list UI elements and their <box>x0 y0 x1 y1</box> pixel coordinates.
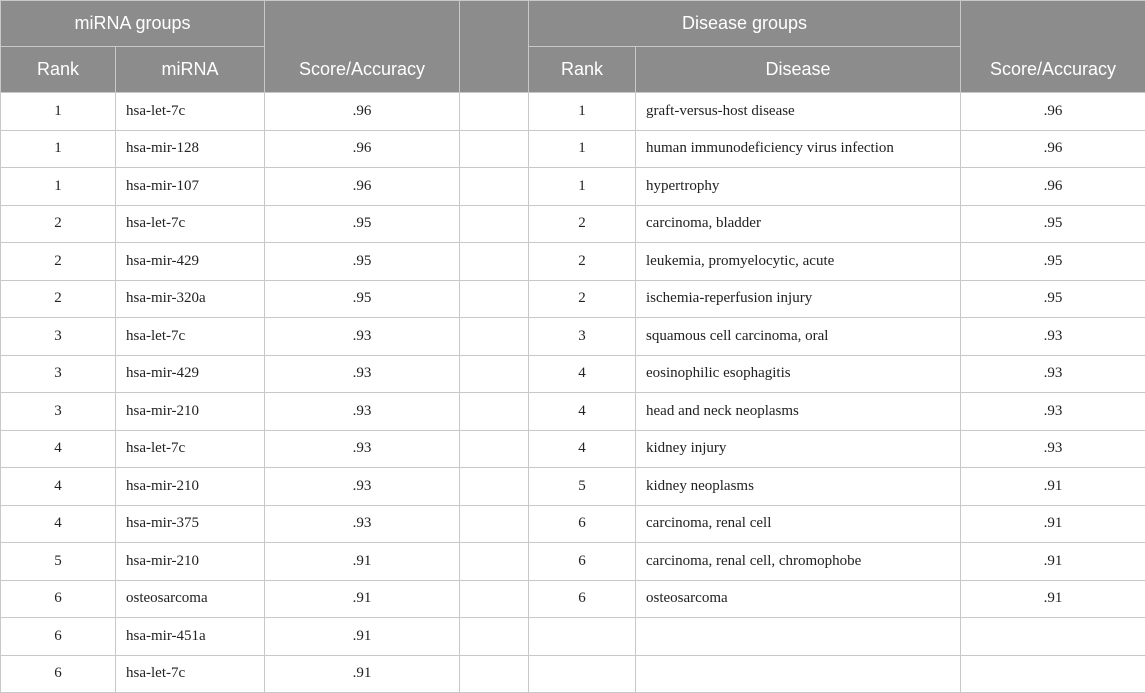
mirna-rank-cell: 6 <box>1 655 116 693</box>
disease-rank-cell: 2 <box>529 243 636 281</box>
mirna-score-cell: .91 <box>265 543 460 581</box>
table-row <box>1 543 1145 581</box>
mirna-score-cell: .95 <box>265 280 460 318</box>
mirna-score-cell: .93 <box>265 318 460 356</box>
mirna-rank-cell: 5 <box>1 543 116 581</box>
spacer-cell <box>460 655 529 693</box>
disease-name-cell: leukemia, promyelocytic, acute <box>636 243 961 281</box>
disease-name-cell: carcinoma, bladder <box>636 205 961 243</box>
spacer-cell <box>460 430 529 468</box>
disease-name-cell <box>636 618 961 656</box>
disease-score-cell: .95 <box>961 280 1145 318</box>
mirna-name-cell: hsa-mir-429 <box>116 355 265 393</box>
mirna-rank-cell: 2 <box>1 280 116 318</box>
mirna-rank-cell: 4 <box>1 468 116 506</box>
disease-score-cell: .93 <box>961 430 1145 468</box>
table-header <box>1 1 1145 93</box>
table-row <box>1 505 1145 543</box>
disease-rank-cell <box>529 655 636 693</box>
mirna-name-cell: hsa-mir-107 <box>116 168 265 206</box>
disease-score-cell: .91 <box>961 468 1145 506</box>
mirna-name-cell: osteosarcoma <box>116 580 265 618</box>
table-row <box>1 468 1145 506</box>
disease-rank-cell <box>529 618 636 656</box>
mirna-name-header: miRNA <box>116 47 265 93</box>
table-row <box>1 243 1145 281</box>
disease-name-cell: eosinophilic esophagitis <box>636 355 961 393</box>
mirna-rank-cell: 2 <box>1 205 116 243</box>
spacer-cell <box>460 393 529 431</box>
disease-rank-cell: 4 <box>529 355 636 393</box>
disease-score-header: Score/Accuracy <box>961 1 1145 93</box>
disease-rank-cell: 6 <box>529 580 636 618</box>
disease-rank-cell: 4 <box>529 430 636 468</box>
disease-rank-cell: 6 <box>529 543 636 581</box>
spacer-cell <box>460 505 529 543</box>
disease-score-cell: .95 <box>961 243 1145 281</box>
disease-name-cell: squamous cell carcinoma, oral <box>636 318 961 356</box>
spacer-cell <box>460 318 529 356</box>
disease-rank-cell: 2 <box>529 280 636 318</box>
spacer-header <box>460 1 529 93</box>
spacer-cell <box>460 580 529 618</box>
mirna-rank-cell: 2 <box>1 243 116 281</box>
table-body <box>1 93 1145 693</box>
disease-name-header: Disease <box>636 47 961 93</box>
table-row <box>1 130 1145 168</box>
spacer-cell <box>460 243 529 281</box>
table-row <box>1 355 1145 393</box>
mirna-name-cell: hsa-let-7c <box>116 430 265 468</box>
mirna-name-cell: hsa-mir-429 <box>116 243 265 281</box>
disease-score-cell: .91 <box>961 543 1145 581</box>
disease-name-cell: head and neck neoplasms <box>636 393 961 431</box>
spacer-cell <box>460 355 529 393</box>
table-row <box>1 280 1145 318</box>
disease-name-cell: carcinoma, renal cell <box>636 505 961 543</box>
spacer-cell <box>460 168 529 206</box>
mirna-score-cell: .93 <box>265 505 460 543</box>
mirna-name-cell: hsa-let-7c <box>116 318 265 356</box>
disease-score-cell <box>961 618 1145 656</box>
table-row <box>1 393 1145 431</box>
mirna-rank-cell: 3 <box>1 318 116 356</box>
mirna-score-cell: .96 <box>265 130 460 168</box>
mirna-rank-cell: 4 <box>1 430 116 468</box>
mirna-rank-cell: 6 <box>1 618 116 656</box>
table-row <box>1 580 1145 618</box>
mirna-score-cell: .93 <box>265 430 460 468</box>
mirna-rank-cell: 4 <box>1 505 116 543</box>
disease-name-cell: kidney neoplasms <box>636 468 961 506</box>
disease-rank-cell: 2 <box>529 205 636 243</box>
mirna-score-cell: .91 <box>265 580 460 618</box>
disease-score-cell: .93 <box>961 318 1145 356</box>
mirna-score-cell: .96 <box>265 93 460 131</box>
disease-name-cell: hypertrophy <box>636 168 961 206</box>
disease-rank-cell: 6 <box>529 505 636 543</box>
mirna-score-header: Score/Accuracy <box>265 1 460 93</box>
mirna-groups-header: miRNA groups <box>1 1 265 47</box>
mirna-score-cell: .93 <box>265 468 460 506</box>
disease-score-cell: .91 <box>961 580 1145 618</box>
mirna-name-cell: hsa-mir-451a <box>116 618 265 656</box>
disease-score-cell: .95 <box>961 205 1145 243</box>
disease-rank-cell: 1 <box>529 93 636 131</box>
disease-name-cell: osteosarcoma <box>636 580 961 618</box>
table-row <box>1 168 1145 206</box>
spacer-cell <box>460 205 529 243</box>
disease-score-cell <box>961 655 1145 693</box>
table-row <box>1 318 1145 356</box>
mirna-rank-cell: 3 <box>1 355 116 393</box>
disease-name-cell <box>636 655 961 693</box>
disease-groups-header: Disease groups <box>529 1 961 47</box>
group-header-row <box>1 1 1145 47</box>
mirna-score-cell: .96 <box>265 168 460 206</box>
spacer-cell <box>460 618 529 656</box>
spacer-cell <box>460 543 529 581</box>
disease-name-cell: ischemia-reperfusion injury <box>636 280 961 318</box>
disease-score-cell: .96 <box>961 168 1145 206</box>
spacer-cell <box>460 93 529 131</box>
disease-score-cell: .96 <box>961 130 1145 168</box>
mirna-rank-cell: 1 <box>1 93 116 131</box>
mirna-score-cell: .91 <box>265 618 460 656</box>
disease-name-cell: carcinoma, renal cell, chromophobe <box>636 543 961 581</box>
mirna-name-cell: hsa-let-7c <box>116 655 265 693</box>
disease-score-cell: .91 <box>961 505 1145 543</box>
mirna-name-cell: hsa-mir-128 <box>116 130 265 168</box>
spacer-cell <box>460 468 529 506</box>
mirna-name-cell: hsa-mir-210 <box>116 543 265 581</box>
mirna-score-cell: .93 <box>265 355 460 393</box>
disease-name-cell: graft-versus-host disease <box>636 93 961 131</box>
mirna-name-cell: hsa-mir-375 <box>116 505 265 543</box>
disease-rank-header: Rank <box>529 47 636 93</box>
mirna-rank-header: Rank <box>1 47 116 93</box>
disease-score-cell: .96 <box>961 93 1145 131</box>
mirna-rank-cell: 3 <box>1 393 116 431</box>
mirna-score-cell: .95 <box>265 243 460 281</box>
disease-rank-cell: 4 <box>529 393 636 431</box>
table-row <box>1 618 1145 656</box>
disease-rank-cell: 1 <box>529 168 636 206</box>
mirna-score-cell: .91 <box>265 655 460 693</box>
spacer-cell <box>460 280 529 318</box>
table-row <box>1 655 1145 693</box>
mirna-score-cell: .95 <box>265 205 460 243</box>
mirna-name-cell: hsa-let-7c <box>116 205 265 243</box>
disease-name-cell: kidney injury <box>636 430 961 468</box>
mirna-rank-cell: 1 <box>1 130 116 168</box>
disease-score-cell: .93 <box>961 355 1145 393</box>
spacer-cell <box>460 130 529 168</box>
mirna-score-cell: .93 <box>265 393 460 431</box>
disease-rank-cell: 3 <box>529 318 636 356</box>
disease-rank-cell: 1 <box>529 130 636 168</box>
table-row <box>1 205 1145 243</box>
mirna-name-cell: hsa-mir-320a <box>116 280 265 318</box>
disease-score-cell: .93 <box>961 393 1145 431</box>
disease-rank-cell: 5 <box>529 468 636 506</box>
disease-name-cell: human immunodeficiency virus infection <box>636 130 961 168</box>
mirna-name-cell: hsa-mir-210 <box>116 393 265 431</box>
mirna-name-cell: hsa-mir-210 <box>116 468 265 506</box>
table-row <box>1 93 1145 131</box>
mirna-name-cell: hsa-let-7c <box>116 93 265 131</box>
table-row <box>1 430 1145 468</box>
mirna-rank-cell: 6 <box>1 580 116 618</box>
mirna-rank-cell: 1 <box>1 168 116 206</box>
